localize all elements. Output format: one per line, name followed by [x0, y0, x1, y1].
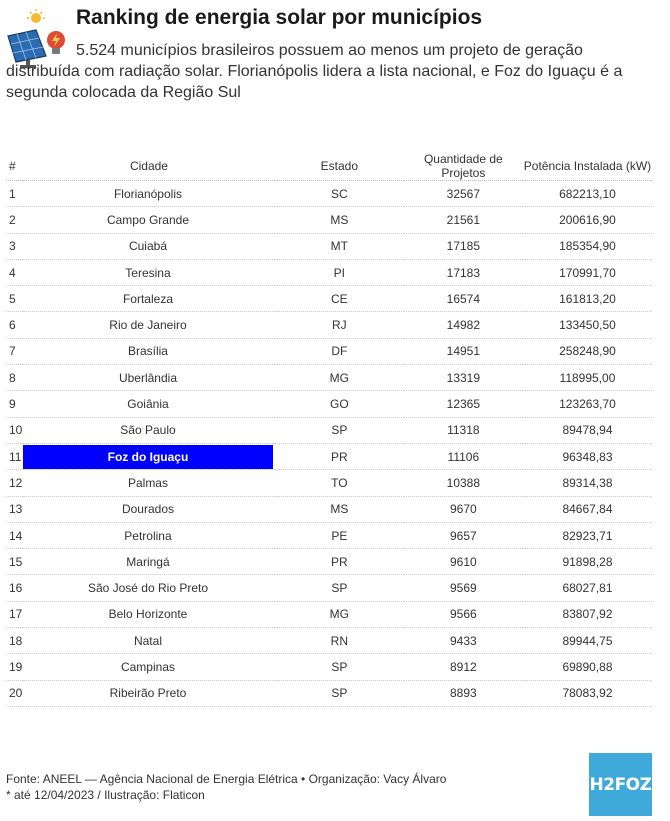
- cell-city: [23, 522, 275, 548]
- table-row: [6, 207, 652, 233]
- cell-city: [23, 443, 275, 469]
- footer-source: Fonte: ANEEL — Agência Nacional de Energia Elétrica • Organização: Vacy Álvaro: [6, 772, 447, 786]
- table-row: [6, 365, 652, 391]
- cell-city: [23, 575, 275, 601]
- cell-projects: 8912: [404, 654, 523, 680]
- cell-city: [23, 601, 275, 627]
- column-header-rank: #: [6, 152, 23, 181]
- cell-state: MS: [275, 496, 404, 522]
- cell-projects: 9657: [404, 522, 523, 548]
- cell-rank: 4: [6, 259, 23, 285]
- column-header-projects: Quantidade de Projetos: [404, 152, 523, 181]
- cell-rank: 16: [6, 575, 23, 601]
- cell-rank: 20: [6, 680, 23, 706]
- table-row: [6, 601, 652, 627]
- cell-state: SP: [275, 417, 404, 443]
- cell-state: SP: [275, 575, 404, 601]
- cell-rank: 6: [6, 312, 23, 338]
- column-header-power: Potência Instalada (kW): [523, 152, 652, 181]
- ranking-table: [6, 152, 652, 707]
- cell-projects: 12365: [404, 391, 523, 417]
- cell-city: [23, 312, 275, 338]
- city-label: Teresina: [125, 265, 171, 280]
- table-row: [6, 391, 652, 417]
- cell-power: 84667,84: [523, 496, 652, 522]
- cell-projects: 32567: [404, 181, 523, 207]
- city-label: Brasília: [127, 344, 168, 359]
- table-row: [6, 259, 652, 285]
- cell-projects: 9610: [404, 549, 523, 575]
- cell-projects: 11318: [404, 417, 523, 443]
- cell-power: 200616,90: [523, 207, 652, 233]
- table-row: [6, 522, 652, 548]
- cell-projects: 17185: [404, 233, 523, 259]
- city-label: Petrolina: [124, 528, 172, 543]
- city-label: São Paulo: [120, 423, 176, 438]
- table-row: [6, 312, 652, 338]
- cell-rank: 14: [6, 522, 23, 548]
- cell-state: TO: [275, 470, 404, 496]
- cell-rank: 15: [6, 549, 23, 575]
- table-row: [6, 549, 652, 575]
- cell-power: 258248,90: [523, 338, 652, 364]
- cell-power: 68027,81: [523, 575, 652, 601]
- cell-state: PR: [275, 549, 404, 575]
- cell-power: 118995,00: [523, 365, 652, 391]
- cell-power: 123263,70: [523, 391, 652, 417]
- table-row: [6, 496, 652, 522]
- cell-power: 96348,83: [523, 443, 652, 469]
- cell-power: 83807,92: [523, 601, 652, 627]
- cell-power: 69890,88: [523, 654, 652, 680]
- table-row: [6, 470, 652, 496]
- cell-rank: 7: [6, 338, 23, 364]
- cell-city: [23, 417, 275, 443]
- cell-rank: 11: [6, 443, 23, 469]
- cell-city: [23, 207, 275, 233]
- city-label: Palmas: [127, 475, 168, 490]
- city-label: Rio de Janeiro: [109, 318, 187, 333]
- column-header-state: Estado: [275, 152, 404, 181]
- cell-state: MG: [275, 601, 404, 627]
- cell-city: [23, 233, 275, 259]
- cell-projects: 10388: [404, 470, 523, 496]
- cell-projects: 14951: [404, 338, 523, 364]
- cell-projects: 9433: [404, 628, 523, 654]
- cell-power: 170991,70: [523, 259, 652, 285]
- cell-projects: 16574: [404, 286, 523, 312]
- footer-note: * até 12/04/2023 / Ilustração: Flaticon: [6, 788, 205, 802]
- cell-state: SC: [275, 181, 404, 207]
- cell-projects: 9670: [404, 496, 523, 522]
- city-label: Florianópolis: [113, 186, 182, 201]
- cell-city: [23, 680, 275, 706]
- city-label: Foz do Iguaçu: [23, 445, 273, 469]
- city-label: São José do Rio Preto: [87, 581, 209, 596]
- cell-city: [23, 391, 275, 417]
- cell-city: [23, 259, 275, 285]
- cell-power: 89944,75: [523, 628, 652, 654]
- cell-rank: 1: [6, 181, 23, 207]
- table-row: [6, 680, 652, 706]
- cell-rank: 13: [6, 496, 23, 522]
- cell-power: 91898,28: [523, 549, 652, 575]
- cell-projects: 8893: [404, 680, 523, 706]
- cell-projects: 9569: [404, 575, 523, 601]
- page-subtitle: 5.524 municípios brasileiros possuem ao menos um projeto de geração distribuída com radiação solar. Florianópolis lidera a lista nacional, e Foz do Iguaçu é a segunda colocada da Região Sul: [6, 42, 623, 101]
- cell-city: [23, 496, 275, 522]
- cell-state: DF: [275, 338, 404, 364]
- table-body: [6, 181, 652, 707]
- cell-state: RN: [275, 628, 404, 654]
- city-label: Campo Grande: [106, 212, 189, 227]
- cell-power: 185354,90: [523, 233, 652, 259]
- table-row: [6, 181, 652, 207]
- cell-power: 82923,71: [523, 522, 652, 548]
- cell-projects: 13319: [404, 365, 523, 391]
- cell-city: [23, 181, 275, 207]
- cell-city: [23, 549, 275, 575]
- cell-rank: 9: [6, 391, 23, 417]
- cell-power: 89478,94: [523, 417, 652, 443]
- table-row: [6, 628, 652, 654]
- cell-state: MT: [275, 233, 404, 259]
- cell-state: MG: [275, 365, 404, 391]
- city-label: Uberlândia: [118, 370, 177, 385]
- cell-projects: 17183: [404, 259, 523, 285]
- cell-state: PE: [275, 522, 404, 548]
- cell-state: CE: [275, 286, 404, 312]
- cell-power: 78083,92: [523, 680, 652, 706]
- cell-projects: 21561: [404, 207, 523, 233]
- cell-rank: 10: [6, 417, 23, 443]
- cell-state: SP: [275, 654, 404, 680]
- table-row: [6, 654, 652, 680]
- cell-rank: 17: [6, 601, 23, 627]
- city-label: Fortaleza: [122, 291, 173, 306]
- page-title: Ranking de energia solar por municípios: [76, 6, 483, 29]
- cell-city: [23, 470, 275, 496]
- table-row: [6, 338, 652, 364]
- cell-rank: 5: [6, 286, 23, 312]
- footer: [6, 771, 446, 803]
- city-label: Cuiabá: [128, 239, 167, 254]
- cell-projects: 9566: [404, 601, 523, 627]
- city-label: Campinas: [120, 659, 175, 674]
- cell-power: 89314,38: [523, 470, 652, 496]
- column-header-city: Cidade: [23, 152, 275, 181]
- cell-rank: 18: [6, 628, 23, 654]
- cell-state: GO: [275, 391, 404, 417]
- cell-power: 133450,50: [523, 312, 652, 338]
- cell-projects: 14982: [404, 312, 523, 338]
- cell-city: [23, 365, 275, 391]
- cell-projects: 11106: [404, 443, 523, 469]
- cell-city: [23, 628, 275, 654]
- table-row: [6, 575, 652, 601]
- cell-rank: 12: [6, 470, 23, 496]
- cell-state: PR: [275, 443, 404, 469]
- cell-state: SP: [275, 680, 404, 706]
- city-label: Belo Horizonte: [108, 607, 188, 622]
- cell-rank: 19: [6, 654, 23, 680]
- cell-rank: 2: [6, 207, 23, 233]
- cell-state: RJ: [275, 312, 404, 338]
- brand-logo: H2FOZ: [589, 753, 652, 816]
- table-row: [6, 286, 652, 312]
- table-header-row: [6, 152, 652, 181]
- cell-city: [23, 286, 275, 312]
- table-row: [6, 417, 652, 443]
- city-label: Natal: [133, 633, 162, 648]
- cell-power: 682213,10: [523, 181, 652, 207]
- city-label: Maringá: [126, 554, 170, 569]
- cell-rank: 3: [6, 233, 23, 259]
- table-row: [6, 443, 652, 469]
- cell-state: MS: [275, 207, 404, 233]
- cell-rank: 8: [6, 365, 23, 391]
- table-row: [6, 233, 652, 259]
- city-label: Goiânia: [127, 397, 169, 412]
- city-label: Dourados: [121, 502, 174, 517]
- cell-power: 161813,20: [523, 286, 652, 312]
- cell-city: [23, 338, 275, 364]
- cell-state: PI: [275, 259, 404, 285]
- city-label: Ribeirão Preto: [109, 686, 187, 701]
- cell-city: [23, 654, 275, 680]
